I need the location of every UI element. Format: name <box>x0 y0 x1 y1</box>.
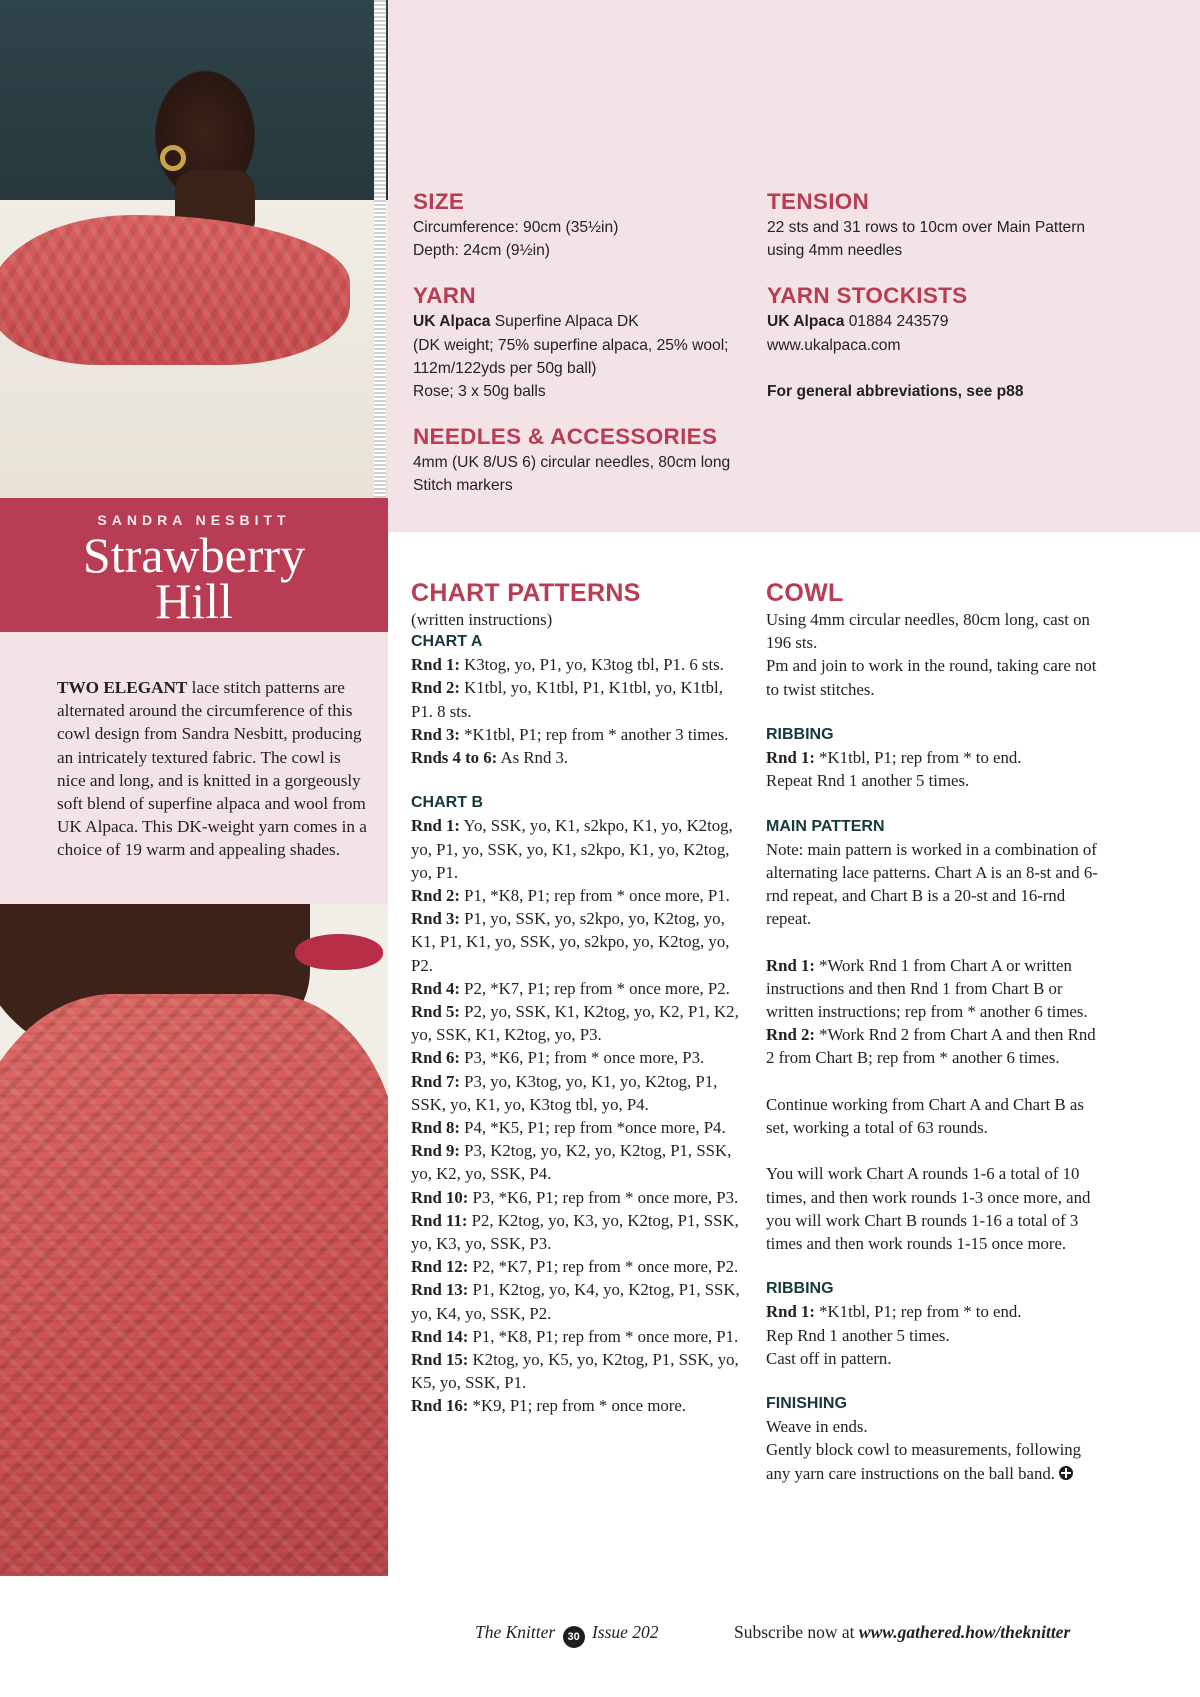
finishing-heading: FINISHING <box>766 1395 847 1413</box>
round-instruction <box>411 1046 747 1069</box>
photo-cowl-detail <box>0 994 388 1576</box>
tension-heading: TENSION <box>767 189 870 214</box>
photo-cowl <box>0 215 350 365</box>
magazine-name: The Knitter <box>475 1622 556 1642</box>
round-instruction <box>411 1070 747 1116</box>
ribbing-2-heading: RIBBING <box>766 1280 834 1298</box>
round-text: P3, *K6, P1; from * once more, P3. <box>459 1048 705 1068</box>
info-left-column <box>413 188 753 498</box>
footer-issue <box>475 1622 659 1648</box>
ribbing-repeat: Repeat Rnd 1 another 5 times. <box>766 771 970 791</box>
yarn-name <box>413 310 753 333</box>
size-heading: SIZE <box>413 189 465 214</box>
photo-earring <box>160 145 186 171</box>
continue-note: Continue working from Chart A and Chart B as set, working a total of 63 rounds. <box>766 1094 1084 1137</box>
abbreviations-note: For general abbreviations, see p88 <box>767 383 1024 400</box>
round-label: Rnd 8: <box>411 1118 460 1138</box>
round-instruction <box>411 1186 747 1209</box>
round-text: P2, *K7, P1; rep from * once more, P2. <box>459 978 730 998</box>
round-text: *K1tbl, P1; rep from * to end. <box>814 1302 1022 1322</box>
round-label: Rnd 2: <box>411 678 460 698</box>
intro-lead: TWO ELEGANT <box>57 678 188 697</box>
round-instruction <box>411 1000 747 1046</box>
round-instruction <box>411 1348 747 1394</box>
footer-subscribe <box>734 1622 1070 1643</box>
finishing-line-2 <box>766 1438 1102 1484</box>
yarn-line: Rose; 3 x 50g balls <box>413 383 546 401</box>
round-text: *Work Rnd 1 from Chart A or written instructions and then Rnd 1 from Chart B or written instructions; rep from * another 6 times. <box>766 955 1088 1021</box>
round-text: P2, *K7, P1; rep from * once more, P2. <box>468 1257 739 1277</box>
stockist-website[interactable]: www.ukalpaca.com <box>767 336 901 354</box>
round-text: P2, yo, SSK, K1, K2tog, yo, K2, P1, K2, yo, SSK, K1, K2tog, yo, P3. <box>411 1002 739 1045</box>
intro-text <box>57 676 367 862</box>
round-label: Rnd 12: <box>411 1257 469 1277</box>
chart-patterns-heading: CHART PATTERNS <box>411 579 641 607</box>
round-instruction <box>411 884 747 907</box>
page-number: 30 <box>563 1626 585 1648</box>
round-label: Rnd 14: <box>411 1326 469 1346</box>
round-text: P3, K2tog, yo, K2, yo, K2tog, P1, SSK, yo, K2, yo, SSK, P4. <box>411 1141 732 1184</box>
size-line: Depth: 24cm (9½in) <box>413 242 550 260</box>
needles-heading: NEEDLES & ACCESSORIES <box>413 424 718 450</box>
issue-number: Issue 202 <box>591 1622 659 1642</box>
chart-b-heading: CHART B <box>411 794 483 812</box>
round-label: Rnd 1: <box>766 748 815 767</box>
work-note: You will work Chart A rounds 1-6 a total of 10 times, and then work rounds 1-3 once more, and you will work Chart B rounds 1-16 a total of 3 times and then work rounds 1-15 once more. <box>766 1164 1091 1253</box>
round-label: Rnd 3: <box>411 724 460 744</box>
ribbing-2-repeat: Rep Rnd 1 another 5 times. <box>766 1325 950 1345</box>
ribbing-round <box>766 746 1102 769</box>
round-label: Rnd 15: <box>411 1350 469 1370</box>
round-instruction <box>411 1209 747 1255</box>
finishing-text: Gently block cowl to measurements, following any yarn care instructions on the ball band. <box>766 1440 1082 1483</box>
round-text: P2, K2tog, yo, K3, yo, K2tog, P1, SSK, yo, K3, yo, SSK, P3. <box>411 1210 739 1254</box>
round-text: K3tog, yo, P1, yo, K3tog tbl, P1. 6 sts. <box>459 655 724 675</box>
designer-name: SANDRA NESBITT <box>97 512 291 528</box>
round-instruction <box>411 746 747 769</box>
round-instruction <box>411 676 747 722</box>
cowl-intro-2: Pm and join to work in the round, taking care not to twist stitches. <box>766 656 1097 699</box>
yarn-brand: UK Alpaca <box>413 313 491 331</box>
main-round-1 <box>766 954 1102 1024</box>
round-text: K1tbl, yo, K1tbl, P1, K1tbl, yo, K1tbl, P1. 8 sts. <box>411 678 723 721</box>
round-label: Rnd 16: <box>411 1396 469 1416</box>
ribbing-2-round <box>766 1300 1102 1323</box>
yarn-product: Superfine Alpaca DK <box>490 313 639 331</box>
subscribe-text: Subscribe now at <box>734 1622 859 1642</box>
round-label: Rnd 11: <box>411 1210 468 1230</box>
round-instruction <box>411 814 747 884</box>
round-label: Rnd 1: <box>766 1302 815 1322</box>
stockist-phone: 01884 243579 <box>844 313 949 331</box>
round-text: P4, *K5, P1; rep from *once more, P4. <box>459 1118 726 1138</box>
needles-line: Stitch markers <box>413 477 513 495</box>
chart-patterns-column <box>411 578 747 1418</box>
main-pattern-heading: MAIN PATTERN <box>766 817 885 835</box>
chart-a-heading: CHART A <box>411 633 483 651</box>
round-text: P1, K2tog, yo, K4, yo, K2tog, P1, SSK, yo, K4, yo, SSK, P2. <box>411 1280 740 1323</box>
tension-line: 22 sts and 31 rows to 10cm over Main Pattern <box>767 219 1086 236</box>
detail-photo <box>0 904 388 1576</box>
ribbing-2-castoff: Cast off in pattern. <box>766 1348 892 1368</box>
round-text: *Work Rnd 2 from Chart A and then Rnd 2 from Chart B; rep from * another 6 times. <box>766 1025 1096 1068</box>
title-line-2: Hill <box>155 573 233 629</box>
round-instruction <box>411 907 747 977</box>
cowl-column <box>766 578 1102 1485</box>
size-line: Circumference: 90cm (35½in) <box>413 219 619 236</box>
stockist-brand: UK Alpaca <box>767 313 845 331</box>
round-instruction <box>411 1325 747 1348</box>
round-text: *K9, P1; rep from * once more. <box>468 1396 686 1416</box>
round-text: P3, *K6, P1; rep from * once more, P3. <box>468 1187 739 1207</box>
round-label: Rnd 2: <box>411 886 460 906</box>
round-label: Rnd 1: <box>766 955 815 975</box>
round-text: *K1tbl, P1; rep from * to end. <box>814 748 1022 767</box>
round-label: Rnd 1: <box>411 816 460 836</box>
round-instruction <box>411 1255 747 1278</box>
photo-lips <box>295 934 383 970</box>
round-label: Rnd 13: <box>411 1280 469 1300</box>
intro-body: lace stitch patterns are alternated around the circumference of this cowl design from Sandra Nesbitt, producing an intricately textured fabric. The cowl is nice and long, and is knitted in a gorgeously soft blend of superfine alpaca and wool from UK Alpaca. This DK-weight yarn comes in a choice of 19 warm and appealing shades. <box>57 678 367 860</box>
cowl-heading: COWL <box>766 579 844 607</box>
ribbing-heading: RIBBING <box>766 726 834 743</box>
round-text: P1, *K8, P1; rep from * once more, P1. <box>459 886 730 906</box>
round-label: Rnd 5: <box>411 1002 460 1022</box>
cowl-intro: Using 4mm circular needles, 80cm long, cast on 196 sts. <box>766 610 1090 653</box>
round-instruction <box>411 1278 747 1324</box>
yarn-line: 112m/122yds per 50g ball) <box>413 359 597 377</box>
round-label: Rnd 2: <box>766 1025 815 1045</box>
round-label: Rnd 4: <box>411 978 460 998</box>
chart-b-rounds <box>411 814 747 1417</box>
yarn-heading: YARN <box>413 283 476 309</box>
main-round-2 <box>766 1023 1102 1069</box>
round-label: Rnd 9: <box>411 1141 460 1161</box>
zigzag-divider <box>374 0 386 498</box>
round-text: P1, yo, SSK, yo, s2kpo, yo, K2tog, yo, K1, P1, K1, yo, SSK, yo, s2kpo, yo, K2tog, yo, P2. <box>411 909 730 975</box>
stockists-heading: YARN STOCKISTS <box>767 283 968 309</box>
round-label: Rnd 3: <box>411 909 460 929</box>
round-text: P3, yo, K3tog, yo, K1, yo, K2tog, P1, SSK, yo, K1, yo, K3tog tbl, yo, P4. <box>411 1071 718 1114</box>
round-label: Rnds 4 to 6: <box>411 748 498 768</box>
needles-line: 4mm (UK 8/US 6) circular needles, 80cm long <box>413 454 731 472</box>
round-label: Rnd 10: <box>411 1187 469 1207</box>
round-text: Yo, SSK, yo, K1, s2kpo, K1, yo, K2tog, yo, P1, yo, SSK, yo, K1, s2kpo, K1, yo, K2tog, yo, P1. <box>411 816 733 882</box>
round-instruction <box>411 1116 747 1139</box>
cover-photo <box>0 0 388 498</box>
round-text: *K1tbl, P1; rep from * another 3 times. <box>459 724 729 744</box>
yarn-line: (DK weight; 75% superfine alpaca, 25% wool; <box>413 336 729 354</box>
round-label: Rnd 6: <box>411 1048 460 1068</box>
end-mark-icon <box>1059 1466 1073 1480</box>
pattern-title <box>0 527 388 629</box>
info-right-column <box>767 188 1127 403</box>
round-instruction <box>411 653 747 676</box>
round-label: Rnd 1: <box>411 655 460 675</box>
main-pattern-note: Note: main pattern is worked in a combination of alternating lace patterns. Chart A is an 8-st and 6-rnd repeat, and Chart B is a 20-st and 16-rnd repeat. <box>766 839 1098 929</box>
subscribe-url[interactable]: www.gathered.how/theknitter <box>858 1622 1071 1642</box>
round-text: K2tog, yo, K5, yo, K2tog, P1, SSK, yo, K5, yo, SSK, P1. <box>411 1350 739 1393</box>
chart-patterns-subheading: (written instructions) <box>411 610 553 629</box>
round-text: As Rnd 3. <box>497 748 569 768</box>
round-instruction <box>411 723 747 746</box>
finishing-line: Weave in ends. <box>766 1417 868 1437</box>
round-text: P1, *K8, P1; rep from * once more, P1. <box>468 1326 739 1346</box>
round-instruction <box>411 1139 747 1185</box>
title-line-1: Strawberry <box>82 527 306 583</box>
round-instruction <box>411 1394 747 1417</box>
stockist-phone-line <box>767 310 1127 333</box>
round-label: Rnd 7: <box>411 1071 460 1091</box>
round-instruction <box>411 977 747 1000</box>
tension-line: using 4mm needles <box>767 242 903 260</box>
chart-a-rounds <box>411 653 747 769</box>
